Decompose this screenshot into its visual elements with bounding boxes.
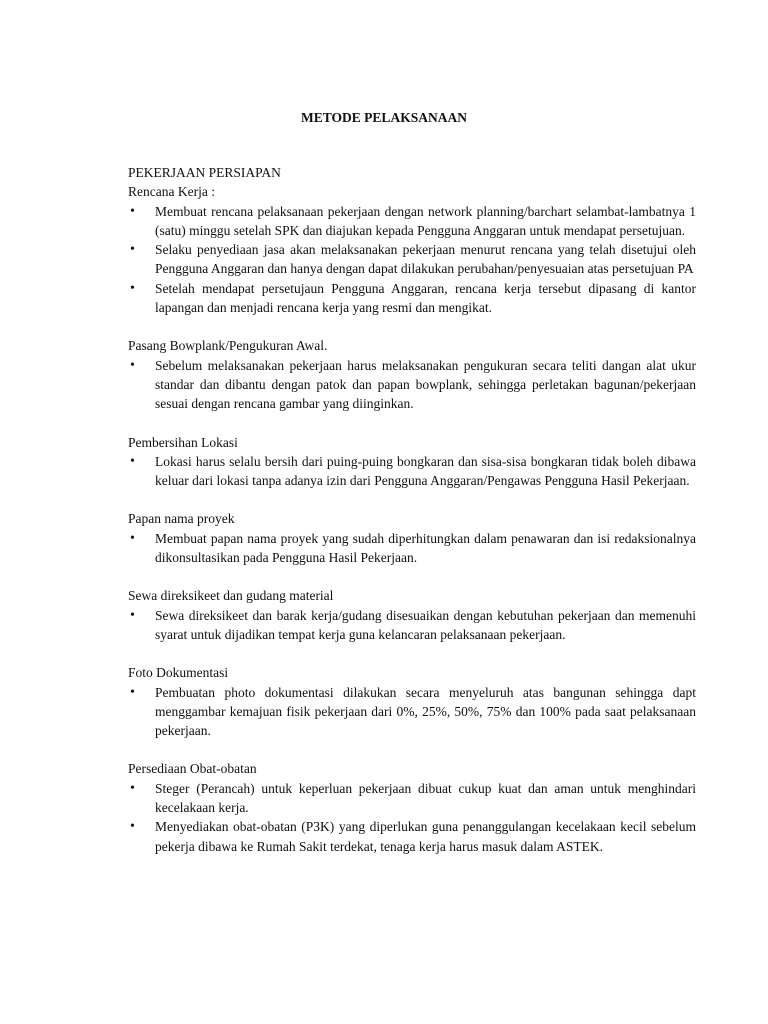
section-heading: PEKERJAAN PERSIAPAN [128,165,281,180]
bullet-icon: • [130,607,135,623]
bullet-icon: • [130,453,135,469]
section-heading: Pasang Bowplank/Pengukuran Awal. [128,338,328,354]
bullet-icon: • [130,203,135,219]
section-heading: Pembersihan Lokasi [128,434,238,450]
bullet-icon: • [130,242,135,258]
bullet-icon: • [130,280,135,296]
list-item-text: Lokasi harus selalu bersih dari puing-puing bongkaran dan sisa-sisa bongkaran tidak boleh dibawa keluar dari lokasi tanpa adanya izin dari Pengguna Anggaran/Pengawas Pengguna Hasil Pekerjaan. [155,453,696,489]
list-item [128,779,696,818]
list-item-text: Sebelum melaksanakan pekerjaan harus melaksanakan pengukuran secara teliti dangan alat ukur standar dan dibantu dengan patok dan papan bowplank, sehingga perletakan bagunan/pekerjaan sesuai dengan rencana gambar yang diinginkan. [155,357,696,412]
bullet-list [128,606,696,645]
bullet-list [128,683,696,741]
bullet-list [128,529,696,568]
section [128,759,696,855]
list-item-text: Selaku penyediaan jasa akan melaksanakan pekerjaan menurut rencana yang telah disetujui oleh Pengguna Anggaran dan hanya dengan dapat dilakukan perubahan/penyesuaian atas persetujuan PA [155,242,696,277]
bullet-icon: • [130,819,135,835]
section-heading: Foto Dokumentasi [128,665,229,681]
list-item [128,817,696,856]
section-heading: Persediaan Obat-obatan [128,761,257,777]
list-item [128,452,696,491]
bullet-icon: • [130,780,135,796]
bullet-list [128,779,696,856]
section [128,433,696,491]
list-item [128,606,696,645]
section [128,663,696,740]
bullet-icon: • [130,530,135,546]
list-item-text: Sewa direksikeet dan barak kerja/gudang disesuaikan dengan kebutuhan pekerjaan dan memenuhi syarat untuk dijadikan tempat kerja guna kelancaran pelaksanaan pekerjaan. [155,607,696,642]
list-item-text: Membuat rencana pelaksanaan pekerjaan dengan network planning/barchart selambat-lambatnya 1 (satu) minggu setelah SPK dan diajukan kepada Pengguna Anggaran untuk mendapat persetujuan. [155,203,696,238]
bullet-list [128,452,696,491]
list-item [128,279,696,318]
bullet-list [128,202,696,318]
bullet-icon: • [130,684,135,700]
section [128,336,696,413]
bullet-icon: • [130,357,135,373]
document-body [128,163,696,875]
list-item-text: Steger (Perancah) untuk keperluan pekerjaan dibuat cukup kuat dan aman untuk menghindari kecelakaan kerja. [155,780,696,816]
list-item-text: Menyediakan obat-obatan (P3K) yang diperlukan guna penanggulangan kecelakaan kecil sebelum pekerja dibawa ke Rumah Sakit terdekat, tenaga kerja harus masuk dalam ASTEK. [155,819,696,854]
list-item [128,529,696,568]
list-item [128,356,696,414]
list-item-text: Setelah mendapat persetujaun Pengguna Anggaran, rencana kerja tersebut dipasang di kantor lapangan dan menjadi rencana kerja yang resmi dan mengikat. [155,280,696,316]
section-heading: Sewa direksikeet dan gudang material [128,588,334,604]
section-heading: Papan nama proyek [128,511,235,527]
section [128,163,696,317]
section [128,586,696,644]
list-item [128,683,696,741]
list-item-text: Pembuatan photo dokumentasi dilakukan secara menyeluruh atas bangunan sehingga dapt menggambar kemajuan fisik pekerjaan dari 0%, 25%, 50%, 75% dan 100% pada saat pelaksanaan pekerjaan. [155,684,696,739]
list-item [128,240,696,279]
list-item-text: Membuat papan nama proyek yang sudah diperhitungkan dalam penawaran dan isi redaksionalnya dikonsultasikan pada Pengguna Hasil Pekerjaan. [155,530,696,566]
bullet-list [128,356,696,414]
page-title: METODE PELAKSANAAN [301,110,467,125]
section [128,509,696,567]
list-item [128,202,696,241]
section-subheading: Rencana Kerja : [128,184,215,200]
